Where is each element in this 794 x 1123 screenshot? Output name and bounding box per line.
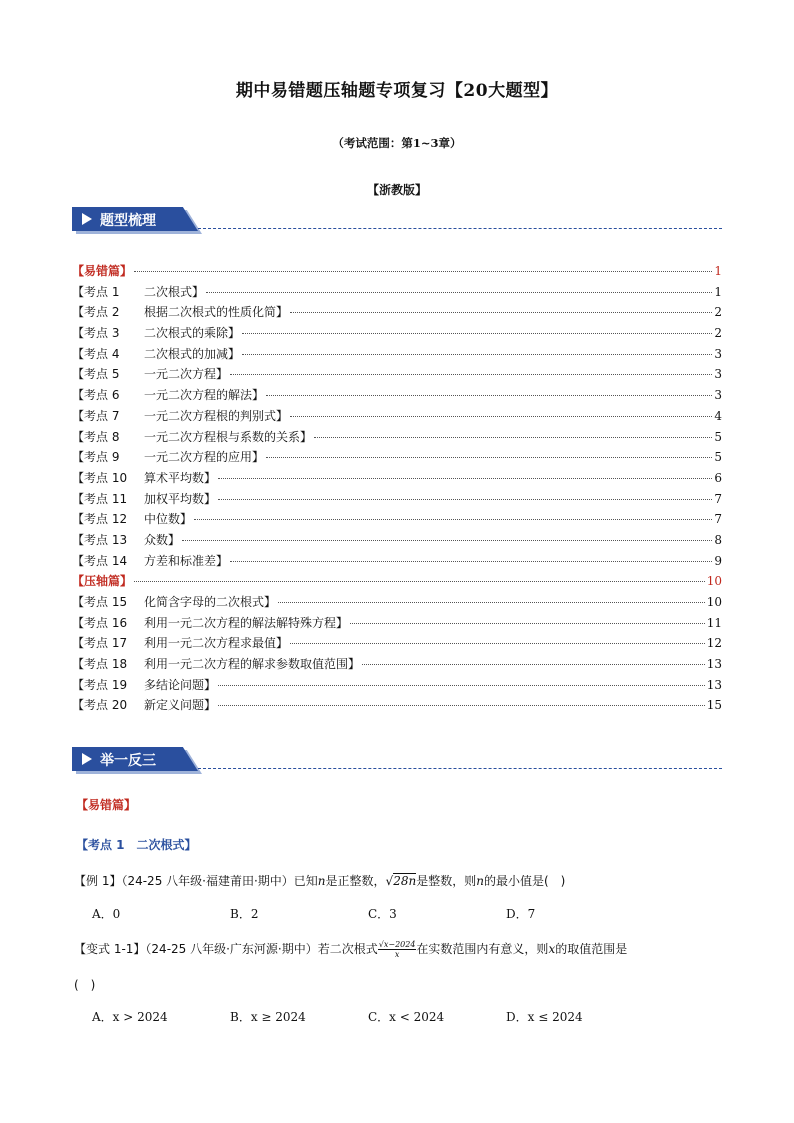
variant-1-1-options: [92, 1008, 652, 1025]
sqrt-expression: √28n: [385, 874, 417, 888]
toc-row[interactable]: [72, 614, 722, 635]
variable-x: x: [548, 942, 556, 956]
toc-entry-code: 【考点 14: [72, 553, 128, 568]
toc-page-number: 2: [714, 305, 722, 320]
question-text: 的取值范围是: [555, 942, 628, 956]
toc-page-number: 2: [714, 326, 722, 341]
example-1-question: [74, 872, 565, 889]
toc-entry-label: [72, 262, 132, 279]
play-arrow-icon: [82, 213, 92, 225]
example-1-options: [92, 905, 652, 922]
toc-leader-dots: [230, 561, 712, 562]
toc-entry-title: 化简含字母的二次根式】: [144, 595, 277, 609]
question-text: 的最小值是( ): [483, 874, 566, 888]
section-banner-toc: [72, 207, 722, 231]
toc-page-number: 4: [714, 408, 722, 423]
toc-entry-code: 【考点 6: [72, 388, 120, 403]
toc-entry-title: 二次根式】: [144, 284, 205, 299]
toc-leader-dots: [266, 395, 712, 396]
toc-entry-title: 二次根式的乘除】: [144, 326, 241, 341]
toc-entry-code: 【易错篇】: [72, 264, 133, 278]
option-b[interactable]: B．2: [230, 907, 259, 921]
toc-entry-title: 算术平均数】: [144, 470, 217, 485]
toc-entry-code: 【考点 11: [72, 491, 128, 506]
question-tag: 【变式 1-1】: [74, 942, 146, 956]
toc-page-number: 1: [714, 264, 722, 278]
toc-page-number: 3: [714, 346, 722, 361]
toc-entry-label: [72, 469, 216, 486]
toc-category-row[interactable]: [72, 572, 722, 593]
toc-leader-dots: [242, 354, 712, 355]
toc-page-number: 3: [714, 367, 722, 382]
toc-entry-title: 利用一元二次方程的解法解特殊方程】: [144, 615, 349, 630]
toc-row[interactable]: [72, 531, 722, 552]
toc-leader-dots: [134, 581, 705, 582]
toc-entry-code: 【考点 20: [72, 698, 128, 713]
toc-entry-code: 【考点 15: [72, 595, 128, 609]
toc-entry-label: [72, 593, 276, 610]
option-b[interactable]: B．x ≥ 2024: [230, 1010, 306, 1024]
toc-entry-label: [72, 324, 240, 341]
toc-entry-title: 一元二次方程的应用】: [144, 450, 265, 465]
toc-leader-dots: [350, 623, 705, 624]
toc-entry-label: [72, 386, 264, 403]
section-label: 题型梳理: [100, 213, 156, 229]
toc-entry-label: [72, 428, 312, 445]
toc-entry-label: [72, 510, 192, 527]
question-text: 是整数，则: [416, 874, 477, 888]
toc-entry-label: [72, 634, 288, 651]
dashed-rule: [198, 768, 722, 769]
toc-page-number: 5: [714, 450, 722, 465]
page-title: 期中易错题压轴题专项复习【20大题型】: [235, 81, 559, 101]
toc-leader-dots: [182, 540, 712, 541]
option-d[interactable]: D．7: [506, 907, 536, 921]
toc-leader-dots: [278, 602, 705, 603]
toc-entry-code: 【考点 2: [72, 305, 120, 320]
fraction: [378, 940, 417, 959]
toc-page-number: 8: [714, 532, 722, 547]
toc-leader-dots: [134, 271, 712, 272]
toc-entry-title: 多结论问题】: [144, 677, 217, 692]
question-text: 是正整数，: [325, 874, 386, 888]
exam-scope: （考试范围：第1~3章）: [332, 136, 462, 150]
toc-page-number: 5: [714, 429, 722, 444]
toc-page-number: 11: [706, 615, 722, 630]
fraction-denominator: x: [394, 950, 400, 959]
toc-page-number: 7: [714, 491, 722, 506]
toc-row[interactable]: [72, 283, 722, 304]
toc-entry-title: 一元二次方程的解法】: [144, 388, 265, 403]
play-arrow-icon: [82, 753, 92, 765]
toc-row[interactable]: [72, 655, 722, 676]
toc-row[interactable]: [72, 510, 722, 531]
toc-entry-code: 【考点 1: [72, 284, 120, 299]
toc-leader-dots: [206, 292, 712, 293]
toc-entry-code: 【考点 10: [72, 470, 128, 485]
toc-row[interactable]: [72, 407, 722, 428]
toc-leader-dots: [362, 664, 705, 665]
question-source: （24-25 八年级·福建莆田·期中）已知: [121, 874, 318, 888]
toc-entry-code: 【考点 19: [72, 677, 128, 692]
fraction-numerator: √x−2024: [378, 940, 416, 949]
toc-entry-code: 【考点 12: [72, 512, 128, 527]
toc-page-number: 3: [714, 388, 722, 403]
toc-row[interactable]: [72, 345, 722, 366]
toc-row[interactable]: [72, 696, 722, 717]
toc-page-number: 13: [706, 677, 722, 692]
toc-entry-title: 众数】: [144, 532, 181, 547]
option-a[interactable]: A．x > 2024: [92, 1010, 168, 1024]
toc-page-number: 15: [706, 698, 722, 713]
toc-entry-title: 利用一元二次方程求最值】: [144, 636, 289, 651]
toc-row[interactable]: [72, 324, 722, 345]
toc-page-number: 6: [714, 470, 722, 485]
table-of-contents: [72, 262, 722, 717]
toc-entry-title: 新定义问题】: [144, 698, 217, 713]
toc-leader-dots: [290, 643, 705, 644]
toc-row[interactable]: [72, 386, 722, 407]
toc-page-number: 10: [706, 595, 722, 609]
toc-leader-dots: [242, 333, 712, 334]
toc-entry-label: [72, 407, 288, 424]
toc-entry-label: [72, 696, 216, 713]
toc-entry-code: 【考点 3: [72, 326, 120, 341]
toc-entry-title: 根据二次根式的性质化简】: [144, 305, 289, 320]
toc-leader-dots: [218, 478, 712, 479]
toc-entry-code: 【考点 16: [72, 615, 128, 630]
toc-entry-label: [72, 572, 132, 589]
toc-entry-label: [72, 448, 264, 465]
option-a[interactable]: A．0: [92, 907, 121, 921]
toc-page-number: 7: [714, 512, 722, 527]
toc-leader-dots: [314, 437, 712, 438]
toc-row[interactable]: [72, 552, 722, 573]
toc-entry-title: 一元二次方程根与系数的关系】: [144, 429, 313, 444]
radicand: 28n: [393, 874, 417, 888]
point-heading: 【考点 1 二次根式】: [76, 838, 197, 852]
question-source: （24-25 八年级·广东河源·期中）若二次根式: [145, 942, 378, 956]
toc-leader-dots: [218, 705, 705, 706]
question-text: 在实数范围内有意义，则: [416, 942, 549, 956]
toc-leader-dots: [230, 374, 712, 375]
toc-leader-dots: [266, 457, 712, 458]
toc-entry-code: 【考点 17: [72, 636, 128, 651]
toc-entry-label: [72, 303, 288, 320]
toc-entry-title: 一元二次方程根的判别式】: [144, 408, 289, 423]
toc-page-number: 12: [706, 636, 722, 651]
option-c[interactable]: C．x < 2024: [368, 1010, 445, 1024]
toc-leader-dots: [218, 685, 705, 686]
toc-page-number: 9: [714, 553, 722, 568]
toc-page-number: 10: [706, 574, 722, 589]
toc-entry-label: [72, 365, 228, 382]
toc-page-number: 1: [714, 284, 722, 299]
toc-row[interactable]: [72, 365, 722, 386]
toc-row[interactable]: [72, 303, 722, 324]
toc-entry-title: 二次根式的加减】: [144, 346, 241, 361]
toc-entry-code: 【压轴篇】: [72, 574, 133, 589]
toc-page-number: 13: [706, 657, 722, 672]
toc-entry-title: 方差和标准差】: [144, 553, 229, 568]
dashed-rule: [198, 228, 722, 229]
toc-entry-code: 【考点 9: [72, 450, 120, 465]
toc-row[interactable]: [72, 490, 722, 511]
toc-entry-label: [72, 283, 204, 300]
toc-category-row[interactable]: [72, 262, 722, 283]
edition-label: 【浙教版】: [366, 183, 427, 197]
toc-entry-label: [72, 490, 216, 507]
toc-entry-label: [72, 614, 348, 631]
section-banner-practice: [72, 747, 722, 771]
toc-entry-code: 【考点 8: [72, 429, 120, 444]
toc-entry-label: [72, 655, 360, 672]
toc-leader-dots: [194, 519, 712, 520]
toc-entry-code: 【考点 5: [72, 367, 120, 382]
toc-entry-title: 利用一元二次方程的解求参数取值范围】: [144, 657, 361, 672]
question-tag: 【例 1】: [74, 874, 122, 888]
toc-row[interactable]: [72, 428, 722, 449]
variant-1-1-paren: ( ): [74, 978, 96, 992]
toc-entry-code: 【考点 4: [72, 346, 120, 361]
toc-entry-label: [72, 676, 216, 693]
toc-row[interactable]: [72, 676, 722, 697]
toc-leader-dots: [290, 416, 712, 417]
variable-n: n: [317, 874, 326, 888]
option-d[interactable]: D．x ≤ 2024: [506, 1010, 583, 1024]
toc-row[interactable]: [72, 448, 722, 469]
toc-entry-label: [72, 345, 240, 362]
toc-entry-code: 【考点 7: [72, 408, 120, 423]
toc-entry-code: 【考点 18: [72, 657, 128, 672]
toc-row[interactable]: [72, 634, 722, 655]
category-heading: 【易错篇】: [76, 798, 137, 812]
toc-entry-title: 中位数】: [144, 512, 193, 527]
toc-entry-code: 【考点 13: [72, 532, 128, 547]
toc-entry-title: 一元二次方程】: [144, 367, 229, 382]
toc-entry-label: [72, 552, 228, 569]
option-c[interactable]: C．3: [368, 907, 397, 921]
section-label: 举一反三: [100, 753, 156, 769]
variant-1-1-question: [74, 940, 627, 959]
variable-n: n: [476, 874, 484, 888]
toc-entry-title: 加权平均数】: [144, 491, 217, 506]
toc-leader-dots: [218, 499, 712, 500]
toc-leader-dots: [290, 312, 712, 313]
toc-row[interactable]: [72, 593, 722, 614]
toc-row[interactable]: [72, 469, 722, 490]
toc-entry-label: [72, 531, 180, 548]
